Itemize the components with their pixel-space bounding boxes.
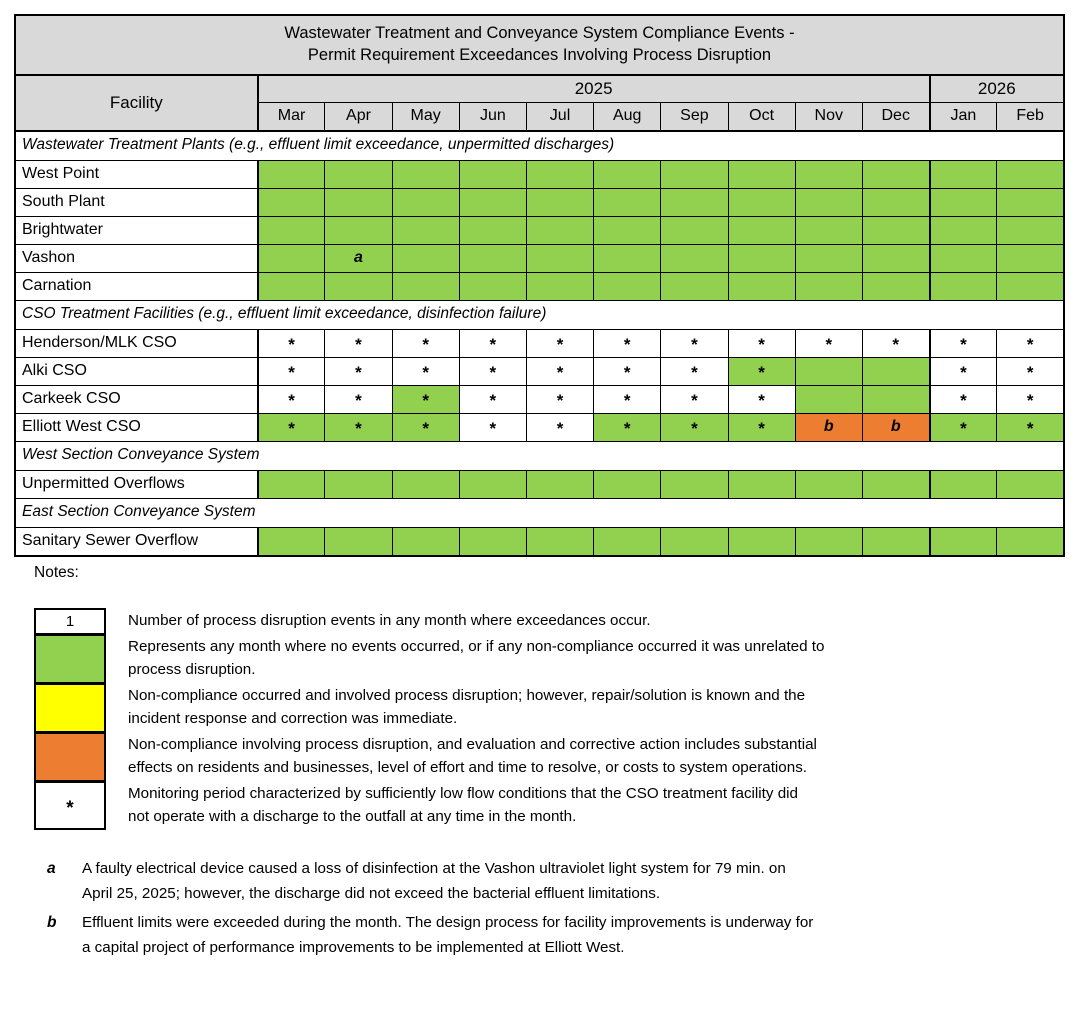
status-cell-vashon-nov[interactable] — [795, 244, 862, 272]
status-cell-sanitary-sewer-overflow-dec[interactable] — [862, 527, 929, 556]
facility-label-carkeek-cso: Carkeek CSO — [15, 385, 258, 413]
status-cell-carkeek-cso-jan[interactable] — [930, 385, 997, 413]
status-cell-vashon-sep[interactable] — [661, 244, 728, 272]
section-header-row — [15, 131, 1064, 161]
status-cell-carkeek-cso-sep[interactable] — [661, 385, 728, 413]
status-cell-west-point-feb[interactable] — [997, 160, 1064, 188]
year-header-2025: 2025 — [258, 75, 930, 103]
status-cell-sanitary-sewer-overflow-jan[interactable] — [930, 527, 997, 556]
status-cell-alki-cso-mar[interactable] — [258, 357, 325, 385]
section-header-row — [15, 441, 1064, 470]
status-cell-vashon-feb[interactable] — [997, 244, 1064, 272]
low-flow-asterisk-icon: * — [691, 419, 698, 439]
month-header-may: May — [392, 102, 459, 131]
table-title-line-2: Permit Requirement Exceedances Involving Process Disruption — [307, 46, 772, 65]
legend-swatch-value: 1 — [65, 612, 75, 630]
status-cell-west-point-jul[interactable] — [526, 160, 593, 188]
footnote-marker-a: a — [354, 249, 363, 267]
status-cell-unpermitted-overflows-jun[interactable] — [459, 470, 526, 498]
facility-label-unpermitted-overflows: Unpermitted Overflows — [15, 470, 258, 498]
status-cell-elliott-west-cso-mar[interactable] — [258, 413, 325, 441]
status-cell-west-point-oct[interactable] — [728, 160, 795, 188]
status-cell-henderson-mlk-cso-apr[interactable] — [325, 329, 392, 357]
low-flow-asterisk-icon: * — [355, 335, 362, 355]
status-cell-alki-cso-jan[interactable] — [930, 357, 997, 385]
month-header-aug: Aug — [594, 102, 661, 131]
status-cell-vashon-dec[interactable] — [862, 244, 929, 272]
status-cell-carnation-feb[interactable] — [997, 272, 1064, 300]
low-flow-asterisk-icon: * — [825, 335, 833, 355]
status-cell-henderson-mlk-cso-jan[interactable] — [930, 329, 997, 357]
low-flow-asterisk-icon: * — [892, 335, 900, 355]
status-cell-carkeek-cso-nov[interactable] — [795, 385, 862, 413]
status-cell-carkeek-cso-mar[interactable] — [258, 385, 325, 413]
legend-description-line: Non-compliance involving process disruption, and evaluation and corrective action includes substantial — [128, 736, 817, 754]
table-row — [15, 385, 1064, 413]
low-flow-asterisk-icon: * — [1026, 335, 1034, 355]
table-row — [15, 413, 1064, 441]
month-header-sep: Sep — [661, 102, 728, 131]
table-row — [15, 188, 1064, 216]
status-cell-south-plant-dec[interactable] — [862, 188, 929, 216]
status-cell-vashon-may[interactable] — [392, 244, 459, 272]
status-cell-vashon-jan[interactable] — [930, 244, 997, 272]
status-cell-west-point-nov[interactable] — [795, 160, 862, 188]
status-cell-elliott-west-cso-oct[interactable] — [728, 413, 795, 441]
status-cell-carnation-oct[interactable] — [728, 272, 795, 300]
status-cell-brightwater-sep[interactable] — [661, 216, 728, 244]
low-flow-asterisk-icon: * — [1026, 419, 1034, 439]
low-flow-asterisk-icon: * — [960, 363, 967, 383]
status-cell-unpermitted-overflows-jul[interactable] — [526, 470, 593, 498]
status-cell-elliott-west-cso-may[interactable] — [392, 413, 459, 441]
status-cell-henderson-mlk-cso-mar[interactable] — [258, 329, 325, 357]
legend-row — [34, 781, 1034, 830]
status-cell-henderson-mlk-cso-jul[interactable] — [526, 329, 593, 357]
status-cell-brightwater-jul[interactable] — [526, 216, 593, 244]
section-header-wastewater-treatment-plants: Wastewater Treatment Plants (e.g., effluent limit exceedance, unpermitted discharges) — [15, 131, 1064, 161]
status-cell-elliott-west-cso-jul[interactable] — [526, 413, 593, 441]
month-header-oct: Oct — [728, 102, 795, 131]
status-cell-south-plant-oct[interactable] — [728, 188, 795, 216]
month-header-dec: Dec — [862, 102, 929, 131]
legend-swatch-orange — [34, 732, 106, 781]
facility-label-brightwater: Brightwater — [15, 216, 258, 244]
low-flow-asterisk-icon: * — [960, 419, 967, 439]
facility-label-elliott-west-cso: Elliott West CSO — [15, 413, 258, 441]
status-cell-henderson-mlk-cso-jun[interactable] — [459, 329, 526, 357]
low-flow-asterisk-icon: * — [556, 363, 564, 383]
low-flow-asterisk-icon: * — [758, 391, 765, 411]
table-body — [15, 15, 1064, 556]
section-header-west-section-conveyance-system: West Section Conveyance System — [15, 441, 1064, 470]
status-cell-brightwater-nov[interactable] — [795, 216, 862, 244]
status-cell-west-point-sep[interactable] — [661, 160, 728, 188]
facility-label-sanitary-sewer-overflow: Sanitary Sewer Overflow — [15, 527, 258, 556]
legend-description-line: process disruption. — [128, 661, 256, 679]
table-row — [15, 329, 1064, 357]
low-flow-asterisk-icon: * — [556, 335, 564, 355]
status-cell-unpermitted-overflows-aug[interactable] — [594, 470, 661, 498]
low-flow-asterisk-icon: * — [422, 391, 429, 411]
status-cell-carnation-jan[interactable] — [930, 272, 997, 300]
month-header-jun: Jun — [459, 102, 526, 131]
section-header-row — [15, 300, 1064, 329]
status-cell-brightwater-jun[interactable] — [459, 216, 526, 244]
low-flow-asterisk-icon: * — [355, 363, 362, 383]
low-flow-asterisk-icon: * — [556, 419, 564, 439]
status-cell-carkeek-cso-feb[interactable] — [997, 385, 1064, 413]
legend-description — [106, 732, 1034, 781]
footnote-text — [82, 910, 1054, 960]
status-cell-unpermitted-overflows-may[interactable] — [392, 470, 459, 498]
month-header-feb: Feb — [997, 102, 1064, 131]
low-flow-asterisk-icon: * — [288, 363, 295, 383]
facility-column-header: Facility — [15, 75, 258, 131]
status-cell-unpermitted-overflows-apr[interactable] — [325, 470, 392, 498]
status-cell-sanitary-sewer-overflow-may[interactable] — [392, 527, 459, 556]
status-cell-unpermitted-overflows-dec[interactable] — [862, 470, 929, 498]
status-cell-alki-cso-aug[interactable] — [594, 357, 661, 385]
table-row — [15, 357, 1064, 385]
footnote-text-line: A faulty electrical device caused a loss of disinfection at the Vashon ultraviolet light system for 79 min. on — [82, 859, 786, 877]
status-cell-carkeek-cso-aug[interactable] — [594, 385, 661, 413]
status-cell-west-point-jun[interactable] — [459, 160, 526, 188]
status-cell-sanitary-sewer-overflow-oct[interactable] — [728, 527, 795, 556]
status-cell-alki-cso-oct[interactable] — [728, 357, 795, 385]
status-cell-carkeek-cso-oct[interactable] — [728, 385, 795, 413]
facility-label-vashon: Vashon — [15, 244, 258, 272]
low-flow-asterisk-icon: * — [489, 419, 497, 439]
status-cell-west-point-aug[interactable] — [594, 160, 661, 188]
status-cell-carnation-jul[interactable] — [526, 272, 593, 300]
legend-row — [34, 634, 1034, 683]
status-cell-carkeek-cso-jun[interactable] — [459, 385, 526, 413]
status-cell-brightwater-feb[interactable] — [997, 216, 1064, 244]
table-title-row — [15, 15, 1064, 75]
footnote-marker-b: b — [47, 913, 57, 931]
low-flow-asterisk-icon: * — [288, 335, 295, 355]
table-row — [15, 160, 1064, 188]
status-cell-sanitary-sewer-overflow-aug[interactable] — [594, 527, 661, 556]
status-cell-south-plant-feb[interactable] — [997, 188, 1064, 216]
status-cell-sanitary-sewer-overflow-sep[interactable] — [661, 527, 728, 556]
status-cell-unpermitted-overflows-feb[interactable] — [997, 470, 1064, 498]
year-header-row — [15, 75, 1064, 103]
section-header-cso-treatment-facilities: CSO Treatment Facilities (e.g., effluent limit exceedance, disinfection failure) — [15, 300, 1064, 329]
status-cell-sanitary-sewer-overflow-jun[interactable] — [459, 527, 526, 556]
status-cell-vashon-apr[interactable] — [325, 244, 392, 272]
status-cell-brightwater-apr[interactable] — [325, 216, 392, 244]
facility-label-west-point: West Point — [15, 160, 258, 188]
status-cell-unpermitted-overflows-oct[interactable] — [728, 470, 795, 498]
legend-description-line: Number of process disruption events in any month where exceedances occur. — [128, 612, 651, 630]
legend-description-line: not operate with a discharge to the outfall at any time in the month. — [128, 808, 577, 826]
status-cell-south-plant-mar[interactable] — [258, 188, 325, 216]
status-cell-alki-cso-jul[interactable] — [526, 357, 593, 385]
status-cell-sanitary-sewer-overflow-nov[interactable] — [795, 527, 862, 556]
low-flow-asterisk-icon: * — [355, 391, 362, 411]
status-cell-carnation-dec[interactable] — [862, 272, 929, 300]
compliance-events-table — [14, 14, 1065, 557]
footnotes — [34, 856, 1054, 960]
status-cell-henderson-mlk-cso-nov[interactable] — [795, 329, 862, 357]
legend-description-line: incident response and correction was immediate. — [128, 710, 458, 728]
legend-swatch-green — [34, 634, 106, 683]
legend-swatch-white — [34, 781, 106, 830]
legend-description-line: effects on residents and businesses, level of effort and time to resolve, or costs to system operations. — [128, 759, 808, 777]
table-row — [15, 470, 1064, 498]
low-flow-asterisk-icon: * — [623, 335, 631, 355]
low-flow-asterisk-icon: * — [1026, 363, 1034, 383]
year-header-2026: 2026 — [930, 75, 1064, 103]
status-cell-sanitary-sewer-overflow-jul[interactable] — [526, 527, 593, 556]
status-cell-alki-cso-jun[interactable] — [459, 357, 526, 385]
table-title — [15, 15, 1064, 75]
status-cell-carnation-jun[interactable] — [459, 272, 526, 300]
status-cell-south-plant-nov[interactable] — [795, 188, 862, 216]
facility-label-carnation: Carnation — [15, 272, 258, 300]
low-flow-asterisk-icon: * — [1026, 391, 1034, 411]
status-cell-alki-cso-apr[interactable] — [325, 357, 392, 385]
footnote-b — [34, 910, 1054, 960]
status-cell-vashon-jul[interactable] — [526, 244, 593, 272]
low-flow-asterisk-icon: * — [422, 363, 429, 383]
low-flow-asterisk-icon: * — [489, 335, 497, 355]
status-cell-carnation-may[interactable] — [392, 272, 459, 300]
facility-label-alki-cso: Alki CSO — [15, 357, 258, 385]
status-cell-brightwater-may[interactable] — [392, 216, 459, 244]
status-cell-elliott-west-cso-nov[interactable] — [795, 413, 862, 441]
month-header-apr: Apr — [325, 102, 392, 131]
status-cell-carkeek-cso-may[interactable] — [392, 385, 459, 413]
low-flow-asterisk-icon: * — [288, 391, 295, 411]
status-cell-sanitary-sewer-overflow-apr[interactable] — [325, 527, 392, 556]
footnote-marker-b: b — [890, 418, 901, 436]
legend-description-line: Represents any month where no events occurred, or if any non-compliance occurred it was unrelated to — [128, 638, 825, 656]
low-flow-asterisk-icon: * — [758, 335, 765, 355]
low-flow-asterisk-icon: * — [758, 419, 765, 439]
footnote-a — [34, 856, 1054, 906]
month-header-jul: Jul — [526, 102, 593, 131]
status-cell-vashon-aug[interactable] — [594, 244, 661, 272]
low-flow-asterisk-icon: * — [422, 419, 429, 439]
status-cell-vashon-oct[interactable] — [728, 244, 795, 272]
low-flow-asterisk-icon: * — [623, 419, 631, 439]
footnote-text — [82, 856, 1054, 906]
footnote-marker-b: b — [823, 418, 834, 436]
status-cell-west-point-mar[interactable] — [258, 160, 325, 188]
status-cell-west-point-jan[interactable] — [930, 160, 997, 188]
status-cell-brightwater-oct[interactable] — [728, 216, 795, 244]
low-flow-asterisk-icon: * — [355, 419, 362, 439]
status-cell-carkeek-cso-apr[interactable] — [325, 385, 392, 413]
status-cell-elliott-west-cso-apr[interactable] — [325, 413, 392, 441]
legend-description — [106, 683, 1034, 732]
low-flow-asterisk-icon: * — [691, 335, 698, 355]
month-header-mar: Mar — [258, 102, 325, 131]
status-cell-carnation-mar[interactable] — [258, 272, 325, 300]
status-cell-unpermitted-overflows-nov[interactable] — [795, 470, 862, 498]
table-row — [15, 272, 1064, 300]
status-cell-unpermitted-overflows-sep[interactable] — [661, 470, 728, 498]
status-cell-unpermitted-overflows-jan[interactable] — [930, 470, 997, 498]
table-row — [15, 216, 1064, 244]
low-flow-asterisk-icon: * — [623, 363, 631, 383]
facility-label-henderson-mlk-cso: Henderson/MLK CSO — [15, 329, 258, 357]
status-cell-alki-cso-dec[interactable] — [862, 357, 929, 385]
footnote-text-line: Effluent limits were exceeded during the month. The design process for facility improvements is underway for — [82, 913, 814, 931]
facility-label-south-plant: South Plant — [15, 188, 258, 216]
legend-description — [106, 781, 1034, 830]
legend-row — [34, 683, 1034, 732]
status-cell-alki-cso-nov[interactable] — [795, 357, 862, 385]
status-cell-vashon-mar[interactable] — [258, 244, 325, 272]
status-cell-south-plant-jan[interactable] — [930, 188, 997, 216]
status-cell-sanitary-sewer-overflow-feb[interactable] — [997, 527, 1064, 556]
status-cell-henderson-mlk-cso-feb[interactable] — [997, 329, 1064, 357]
status-cell-elliott-west-cso-jun[interactable] — [459, 413, 526, 441]
low-flow-asterisk-icon: * — [288, 419, 295, 439]
low-flow-asterisk-icon: * — [489, 363, 497, 383]
low-flow-asterisk-icon: * — [960, 391, 967, 411]
section-header-row — [15, 498, 1064, 527]
low-flow-asterisk-icon: * — [960, 335, 967, 355]
legend-description-line: Monitoring period characterized by sufficiently low flow conditions that the CSO treatment facility did — [128, 785, 798, 803]
status-cell-south-plant-jun[interactable] — [459, 188, 526, 216]
low-flow-asterisk-icon: * — [758, 363, 765, 383]
status-cell-carkeek-cso-jul[interactable] — [526, 385, 593, 413]
low-flow-asterisk-icon: * — [422, 335, 429, 355]
month-header-jan: Jan — [930, 102, 997, 131]
notes-label: Notes: — [34, 563, 79, 581]
legend-row — [34, 608, 1034, 634]
low-flow-asterisk-icon: * — [66, 797, 74, 819]
status-cell-alki-cso-sep[interactable] — [661, 357, 728, 385]
status-cell-henderson-mlk-cso-oct[interactable] — [728, 329, 795, 357]
legend — [34, 608, 1034, 830]
status-cell-brightwater-aug[interactable] — [594, 216, 661, 244]
status-cell-henderson-mlk-cso-may[interactable] — [392, 329, 459, 357]
status-cell-south-plant-aug[interactable] — [594, 188, 661, 216]
status-cell-elliott-west-cso-aug[interactable] — [594, 413, 661, 441]
legend-swatch-white — [34, 608, 106, 634]
footnote-marker-a: a — [47, 859, 56, 877]
status-cell-south-plant-may[interactable] — [392, 188, 459, 216]
status-cell-alki-cso-feb[interactable] — [997, 357, 1064, 385]
status-cell-elliott-west-cso-jan[interactable] — [930, 413, 997, 441]
status-cell-sanitary-sewer-overflow-mar[interactable] — [258, 527, 325, 556]
status-cell-carnation-aug[interactable] — [594, 272, 661, 300]
table-row — [15, 244, 1064, 272]
status-cell-south-plant-apr[interactable] — [325, 188, 392, 216]
low-flow-asterisk-icon: * — [556, 391, 564, 411]
legend-description — [106, 608, 1034, 634]
status-cell-west-point-may[interactable] — [392, 160, 459, 188]
status-cell-brightwater-dec[interactable] — [862, 216, 929, 244]
month-header-nov: Nov — [795, 102, 862, 131]
status-cell-carkeek-cso-dec[interactable] — [862, 385, 929, 413]
footnote-text-line: April 25, 2025; however, the discharge did not exceed the bacterial effluent limitations. — [82, 884, 661, 902]
legend-swatch-yellow — [34, 683, 106, 732]
status-cell-alki-cso-may[interactable] — [392, 357, 459, 385]
low-flow-asterisk-icon: * — [489, 391, 497, 411]
table-row — [15, 527, 1064, 556]
low-flow-asterisk-icon: * — [691, 363, 698, 383]
status-cell-brightwater-jan[interactable] — [930, 216, 997, 244]
status-cell-henderson-mlk-cso-sep[interactable] — [661, 329, 728, 357]
status-cell-west-point-apr[interactable] — [325, 160, 392, 188]
low-flow-asterisk-icon: * — [623, 391, 631, 411]
status-cell-west-point-dec[interactable] — [862, 160, 929, 188]
status-cell-vashon-jun[interactable] — [459, 244, 526, 272]
status-cell-south-plant-sep[interactable] — [661, 188, 728, 216]
legend-description-line: Non-compliance occurred and involved process disruption; however, repair/solution is known and the — [128, 687, 806, 705]
status-cell-elliott-west-cso-feb[interactable] — [997, 413, 1064, 441]
table-title-line-1: Wastewater Treatment and Conveyance System Compliance Events - — [284, 24, 795, 42]
status-cell-elliott-west-cso-dec[interactable] — [862, 413, 929, 441]
footnote-text-line: a capital project of performance improvements to be implemented at Elliott West. — [82, 938, 625, 956]
status-cell-south-plant-jul[interactable] — [526, 188, 593, 216]
legend-description — [106, 634, 1034, 683]
status-cell-brightwater-mar[interactable] — [258, 216, 325, 244]
status-cell-carnation-nov[interactable] — [795, 272, 862, 300]
low-flow-asterisk-icon: * — [691, 391, 698, 411]
status-cell-carnation-apr[interactable] — [325, 272, 392, 300]
section-header-east-section-conveyance-system: East Section Conveyance System — [15, 498, 1064, 527]
status-cell-unpermitted-overflows-mar[interactable] — [258, 470, 325, 498]
status-cell-elliott-west-cso-sep[interactable] — [661, 413, 728, 441]
status-cell-henderson-mlk-cso-aug[interactable] — [594, 329, 661, 357]
legend-row — [34, 732, 1034, 781]
status-cell-henderson-mlk-cso-dec[interactable] — [862, 329, 929, 357]
status-cell-carnation-sep[interactable] — [661, 272, 728, 300]
